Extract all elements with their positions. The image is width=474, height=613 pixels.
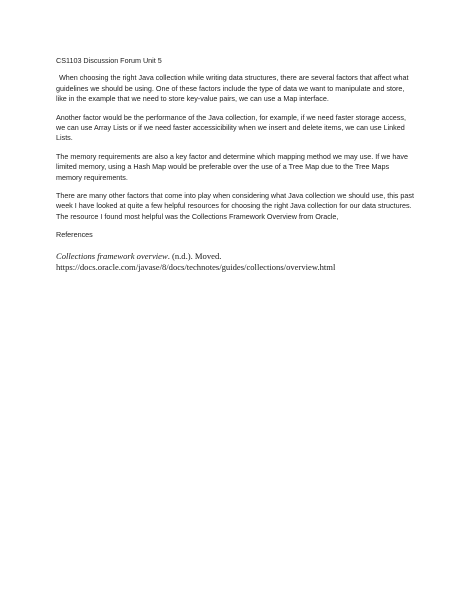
citation-details: . (n.d.). Moved. [167, 250, 222, 261]
references-heading: References [56, 230, 93, 240]
reference-citation [56, 251, 416, 273]
paragraph-collection-factors: When choosing the right Java collection while writing data structures, there are several factors that affect what guidelines we should be using. One of these factors include the type of data we want to manipulate and store, like in the example that we need to store key-value pairs, we can use a Map interface. [56, 73, 409, 104]
citation-url: https://docs.oracle.com/javase/8/docs/technotes/guides/collections/overview.html [56, 261, 336, 272]
paragraph-resources: There are many other factors that come into play when considering what Java collection we should use, this past week I have looked at quite a few helpful resources for choosing the right Java collection for our data structures. The resource I found most helpful was the Collections Framework Overview from Oracle, [56, 191, 414, 221]
paragraph-memory: The memory requirements are also a key factor and determine which mapping method we may use. If we have limited memory, using a Hash Map would be preferable over the use of a Tree Map due to the Tree Maps memory requirements. [56, 151, 408, 182]
document-body [56, 56, 416, 273]
document-title: CS1103 Discussion Forum Unit 5 [56, 56, 162, 65]
paragraph-performance: Another factor would be the performance of the Java collection, for example, if we need faster storage access, we can use Array Lists or if we need faster accessicibility when we insert and delete items, we can use Linked Lists. [56, 112, 406, 143]
citation-title: Collections framework overview [56, 250, 168, 261]
